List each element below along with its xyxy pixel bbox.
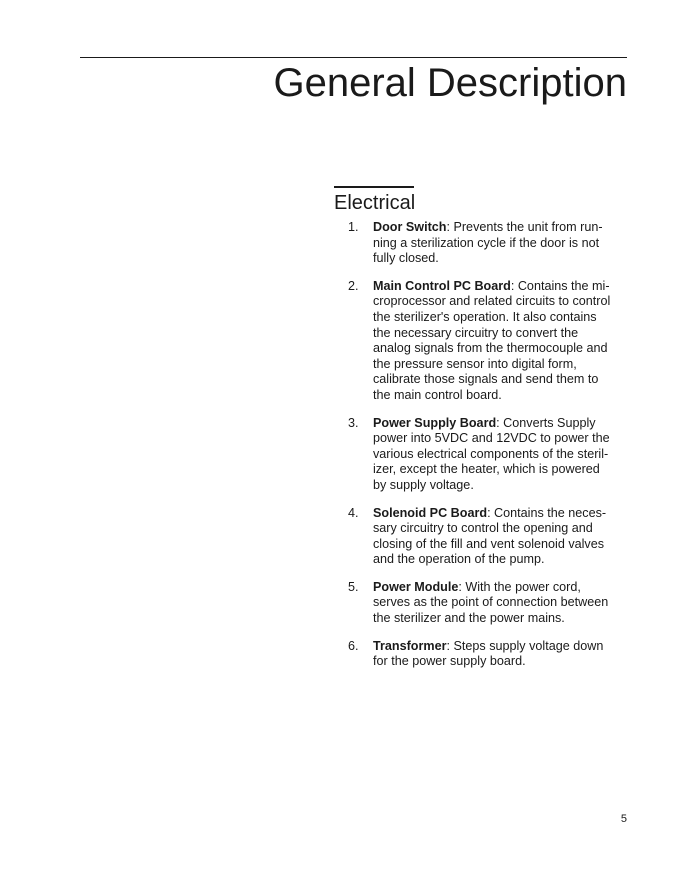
list-item-line <box>373 580 628 596</box>
list-item-line: the main control board. <box>373 387 502 402</box>
list-item-line: power into 5VDC and 12VDC to power the <box>373 431 610 446</box>
page-number: 5 <box>620 813 627 825</box>
list-item-line <box>373 506 628 522</box>
list-item-line: ning a sterilization cycle if the door is not <box>373 235 600 250</box>
list-item-number: 1. <box>348 220 359 234</box>
list-item-line: calibrate those signals and send them to <box>373 372 599 387</box>
list-item-line: fully closed. <box>373 251 439 266</box>
list-item-line: closing of the fill and vent solenoid valves <box>373 536 605 551</box>
list-item-description: : With the power cord, <box>458 579 581 594</box>
list-item-term: Main Control PC Board <box>373 278 511 293</box>
list-item-line: analog signals from the thermocouple and <box>373 341 608 356</box>
list-item-description: : Converts Supply <box>496 415 596 430</box>
list-item <box>334 279 628 404</box>
list-item-term: Power Module <box>373 579 459 594</box>
section-heading: Electrical <box>334 192 416 214</box>
list-item-text <box>373 279 628 404</box>
list-item-number: 6. <box>348 638 359 653</box>
list-item-text <box>373 506 628 568</box>
list-item-text <box>373 416 628 494</box>
header-rule <box>80 57 627 58</box>
list-item-number: 4. <box>348 505 359 520</box>
list-item-text <box>373 220 628 267</box>
list-item-term: Power Supply Board <box>373 415 497 430</box>
list-item-line <box>373 416 628 432</box>
list-item-line: croprocessor and related circuits to control <box>373 294 611 309</box>
list-item-line <box>373 639 628 655</box>
list-item <box>334 416 628 494</box>
list-item-line: the necessary circuitry to convert the <box>373 325 579 340</box>
list-item-line: the sterilizer and the power mains. <box>373 611 565 626</box>
list-item-line: for the power supply board. <box>373 654 526 669</box>
list-item-description: : Steps supply voltage down <box>446 638 604 653</box>
list-item-number: 5. <box>348 579 359 594</box>
list-item-term: Solenoid PC Board <box>373 505 488 520</box>
list-item-line: various electrical components of the steril- <box>373 446 609 461</box>
list-item <box>334 639 628 670</box>
list-item-line: izer, except the heater, which is powered <box>373 462 600 477</box>
list-item-line: sary circuitry to control the opening and <box>373 521 593 536</box>
list-item-text <box>373 639 628 670</box>
list-item-line: and the operation of the pump. <box>373 552 545 567</box>
list-item-description: : Contains the mi- <box>510 278 610 293</box>
list-item <box>334 506 628 568</box>
list-item-term: Door Switch <box>373 220 447 234</box>
list-item <box>334 580 628 627</box>
list-item-description: : Prevents the unit from run- <box>446 220 603 234</box>
list-item-text <box>373 580 628 627</box>
list-item-line <box>373 220 628 236</box>
list-item <box>334 220 628 267</box>
list-item-number: 3. <box>348 415 359 430</box>
list-item-number: 2. <box>348 278 359 293</box>
list-item-line: serves as the point of connection between <box>373 595 609 610</box>
electrical-section <box>334 186 628 682</box>
list-item-description: : Contains the neces- <box>487 505 607 520</box>
list-item-term: Transformer <box>373 638 447 653</box>
list-item-line <box>373 279 628 295</box>
list-item-line: the sterilizer's operation. It also contains <box>373 309 597 324</box>
list-item-line: the pressure sensor into digital form, <box>373 356 577 371</box>
list-item-line: by supply voltage. <box>373 477 474 492</box>
page-title: General Description <box>273 61 627 105</box>
component-list <box>334 220 628 670</box>
